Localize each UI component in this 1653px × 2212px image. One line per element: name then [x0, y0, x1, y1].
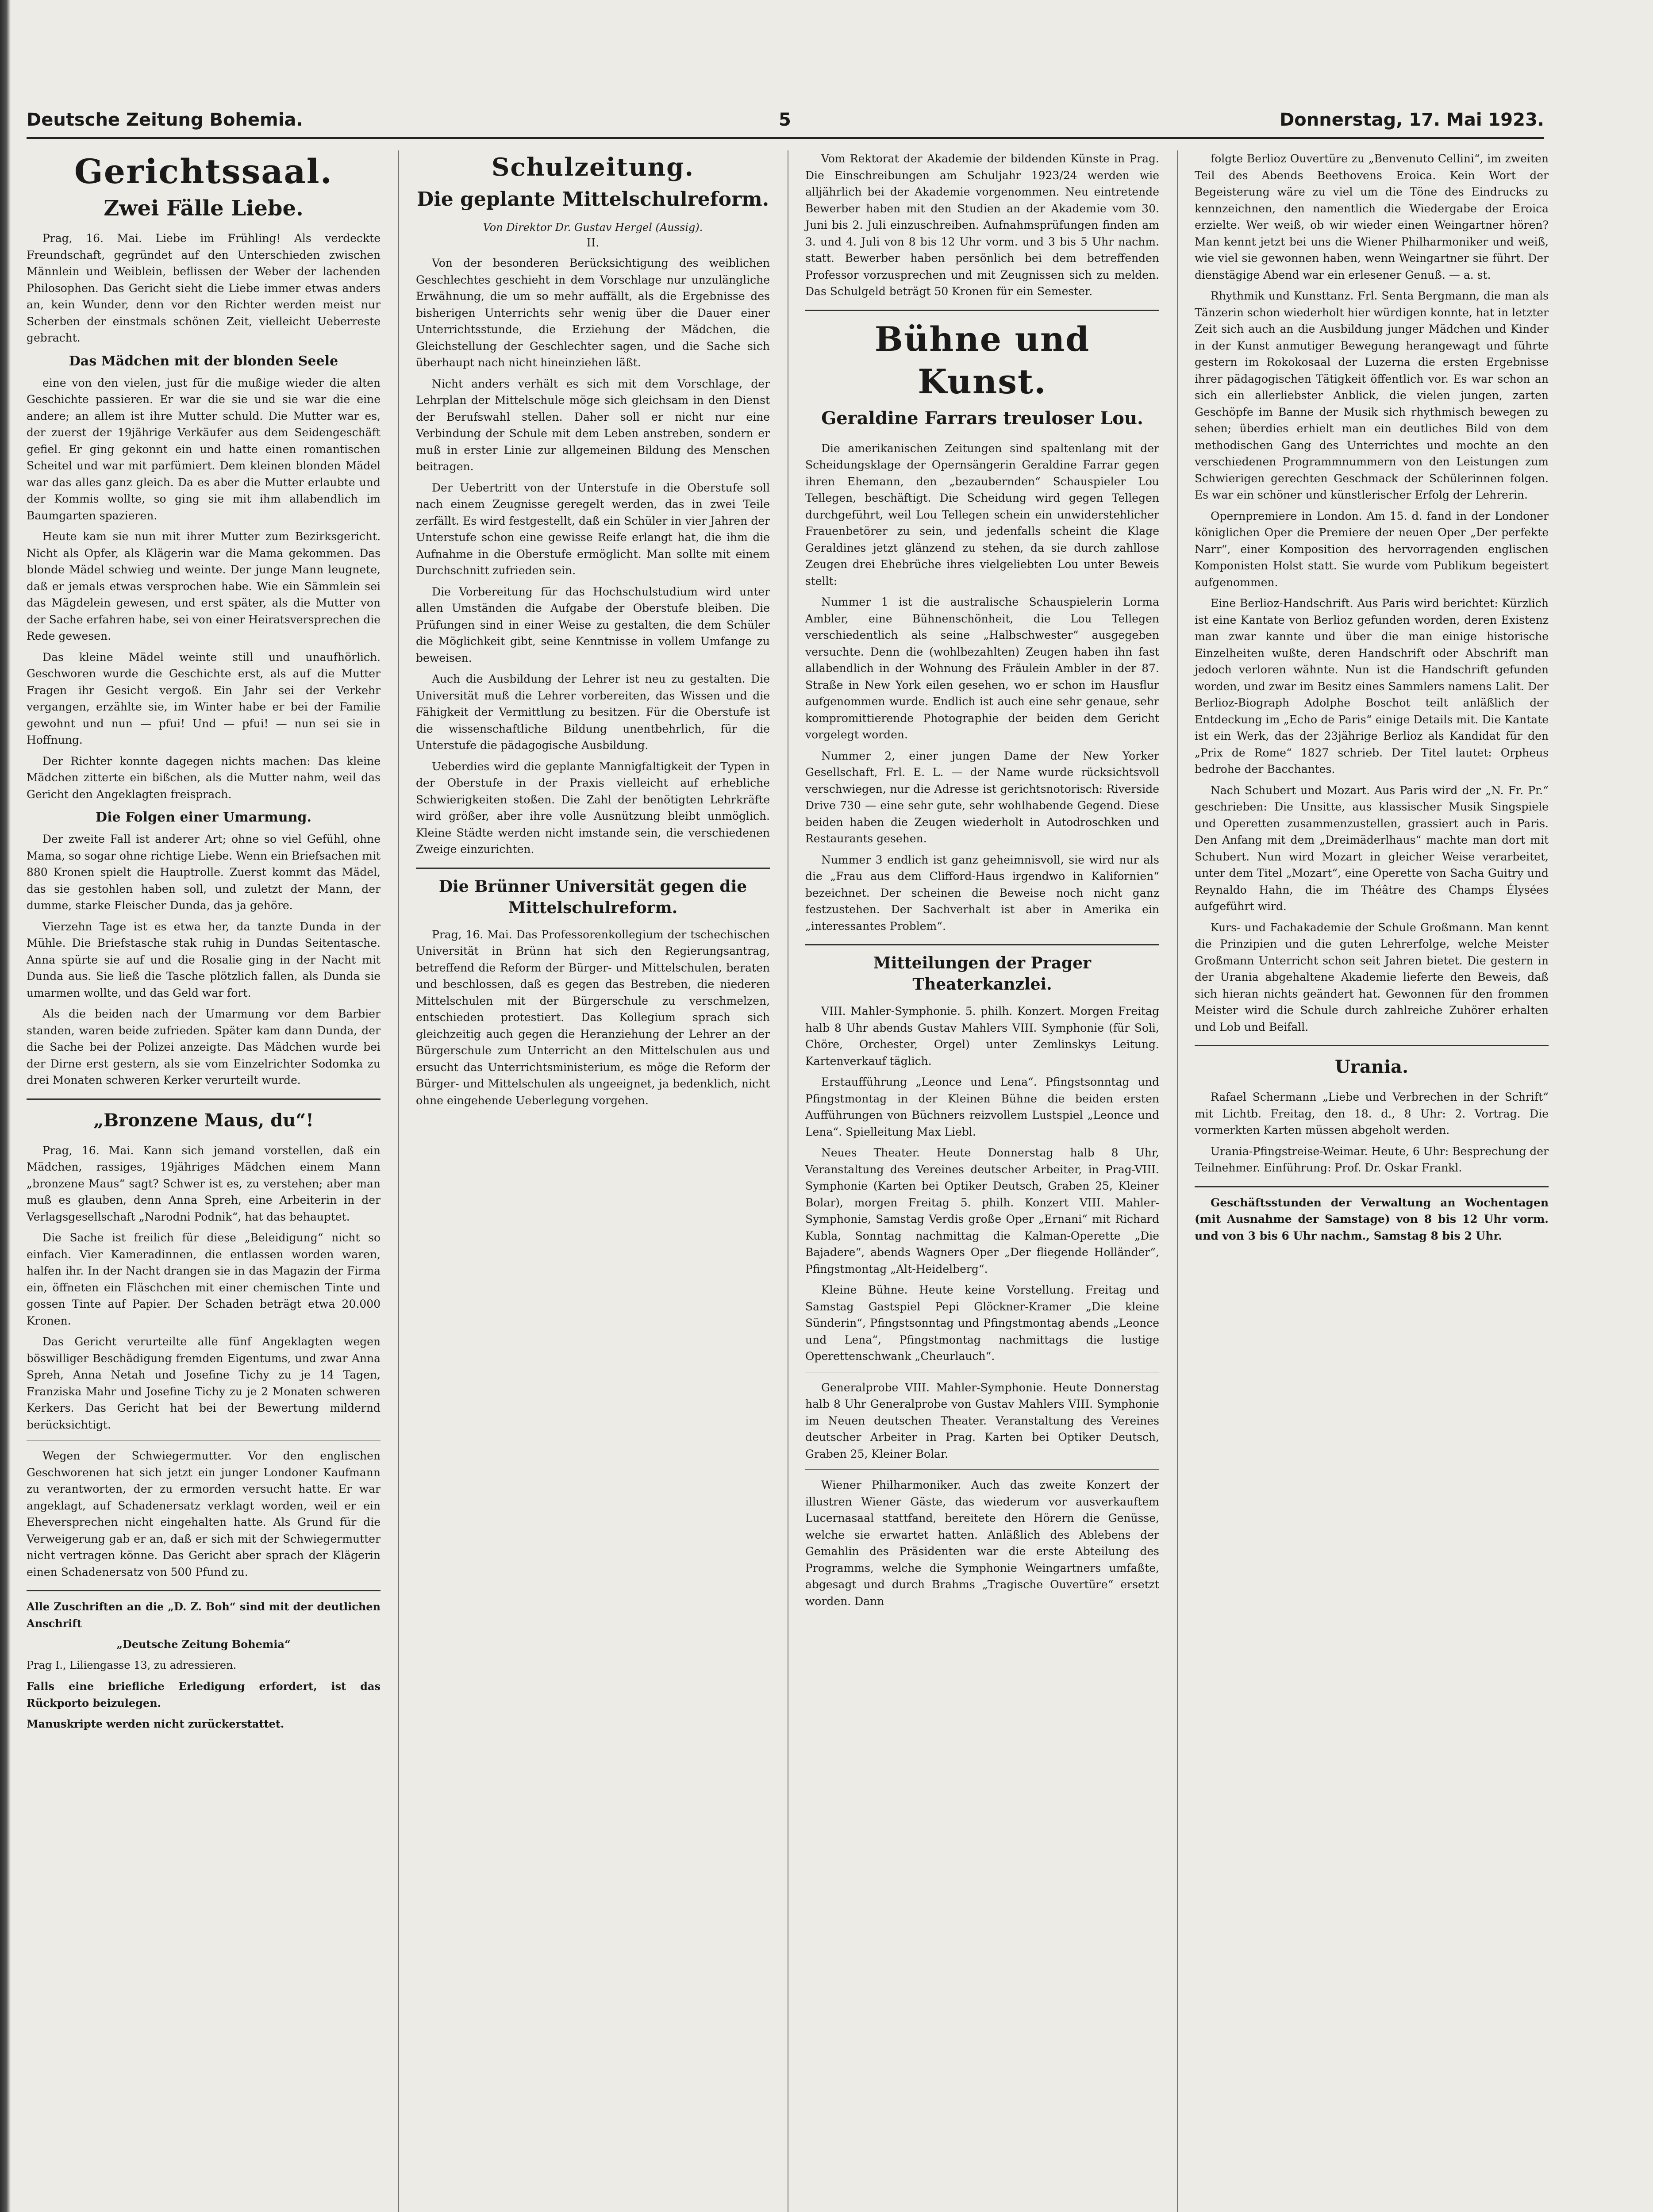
section-title-court: Gerichtssaal. [74, 152, 333, 191]
notice-text: Alle Zuschriften an die „D. Z. Boh“ sind mit der deutlichen Anschrift [27, 1600, 381, 1630]
article-paragraph: Rafael Schermann „Liebe und Verbrechen in der Schrift“ mit Lichtb. Freitag, den 18. d., 8 Uhr: 2. Vortrag. Die vormerkten Karten müssen abgeholt werden. [1195, 1091, 1549, 1137]
article-paragraph: Das Gericht verurteilte alle fünf Angeklagten wegen böswilliger Beschädigung fremden Eigentums, und zwar Anna Spreh, Anna Netah und Josefine Tichy zu je 14 Tagen, Franziska Mahr und Josefine Tichy zu je 2 Monaten schweren Kerkers. Das Gericht hat bei der Bewertung mildernd berücksichtigt. [27, 1335, 381, 1431]
article-paragraph: Nach Schubert und Mozart. Aus Paris wird der „N. Fr. Pr.“ geschrieben: Die Unsitte, aus klassischer Musik Singspiele und Operetten zusammenzustellen, grassiert auch in Paris. Den Anfang mit dem „Dreimäderlhaus“ machte man dort mit Schubert. Nun wird Mozart in gleicher Weise verarbeitet, unter dem Titel „Mozart“, eine Operette von Sacha Guitry und Reynaldo Hahn, die im Théâtre des Champs Élysées aufgeführt wird. [1195, 783, 1549, 913]
article-headline: Geraldine Farrars treuloser Lou. [821, 407, 1143, 429]
article-paragraph: Von der besonderen Berücksichtigung des weiblichen Geschlechtes geschieht in dem Vorschlage nur unzulängliche Erwähnung, die um so mehr auffällt, als die Ergebnisse des bisherigen Unterrichts sehr wenig über die Dauer einer Unterrichtsstunde, die Erziehung der Mädchen, die Gleichstellung der Geschlechter sagen, und die Sache sich überhaupt nach nicht hineinziehen läßt. [416, 257, 770, 369]
column-stage [805, 150, 1159, 1614]
article-paragraph: Nicht anders verhält es sich mit dem Vorschlage, der Lehrplan der Mittelschule möge sich gleichsam in den Dienst der Berufswahl stellen. Daher soll er nicht nur eine Verbindung der Schule mit dem Leben anstreben, sondern er muß in erster Linie zur allgemeinen Bildung des Menschen beitragen. [416, 377, 770, 473]
article-part: II. [586, 236, 600, 250]
article-paragraph: folgte Berlioz Ouvertüre zu „Benvenuto Cellini“, im zweiten Teil des Abends Beethovens Eroica. Kein Wort der Begeisterung wäre zu viel um die Töne des Eindrucks zu kennzeichnen, den namentlich die Wiedergabe der Eroica erzielte. Wer weiß, ob wir wieder einen Weingartner hören? Man kennt jetzt bei uns die Wiener Philharmoniker und weiß, wie viel sie gewonnen haben, wenn Weingartner sie führt. Der dienstägige Abend war ein erlesener Genuß. — a. st. [1195, 152, 1549, 281]
divider [27, 1590, 381, 1591]
article-paragraph: Eine Berlioz-Handschrift. Aus Paris wird berichtet: Kürzlich ist eine Kantate von Berlioz gefunden worden, deren Existenz man zwar kannte und über die man einige historische Einzelheiten wußte, deren Handschrift oder Abschrift man jedoch verloren wähnte. Nun ist die Handschrift gefunden worden, und zwar im Besitz eines Sammlers namens Lalit. Der Berlioz-Biograph Adolphe Boschot teilt anläßlich der Entdeckung im „Echo de Paris“ einige Details mit. Die Kantate ist ein Werk, das der 23jährige Berlioz als Kandidat für den „Prix de Rome“ 1827 schrieb. Der Titel lautet: Orpheus bedrohe der Bacchantes. [1195, 597, 1549, 776]
column-court [27, 150, 381, 1737]
section-title-stage: Bühne und Kunst. [874, 319, 1090, 401]
paper-name: Deutsche Zeitung Bohemia. [27, 110, 303, 130]
article-paragraph: Nummer 1 ist die australische Schauspielerin Lorma Ambler, eine Bühnenschönheit, die Lou Tellegen verschiedentlich als seine „Halbschwester“ ausgegeben versuchte. Denn die (wohlbezahlten) Zeugen haben ihn fast allabendlich in der Wohnung des Fräulein Ambler in der 87. Straße in New York eilen gesehen, wo er schon im Hausflur aufgenommen wurde. Endlich ist auch eine sehr genaue, sehr kompromittierende Photographie der beiden dem Gericht vorgelegt worden. [805, 595, 1159, 741]
article-paragraph: Die amerikanischen Zeitungen sind spaltenlang mit der Scheidungsklage der Opernsängerin Geraldine Farrar gegen ihren Ehemann, den „bezaubernden“ Schauspieler Lou Tellegen, beschäftigt. Die Scheidung wird gegen Tellegen durchgeführt, weil Lou Tellegen schein ein unwiderstehlicher Frauenbetörer zu sein, und jedenfalls scheint die Klage Geraldines jetzt glänzend zu stehen, da sie durch zahllose Zeugen drei Ehebrüche ihres vielgeliebten Lou unter Beweis stellt: [805, 442, 1159, 588]
article-headline: Die geplante Mittelschulreform. [416, 188, 769, 211]
article-paragraph: Der zweite Fall ist anderer Art; ohne so viel Gefühl, ohne Mama, so sogar ohne richtige Liebe. Wenn ein Briefsachen mit 880 Kronen spielt die Hauptrolle. Zuerst kommt das Mädel, das sie gestohlen haben soll, und zuletzt der Mann, der dumme, starke Fleischer Dunda, das ja gehöre. [27, 833, 381, 912]
divider [27, 1098, 381, 1100]
article-paragraph: Vierzehn Tage ist es etwa her, da tanzte Dunda in der Mühle. Die Briefstasche stak ruhig in Dundas Seitentasche. Anna spürte sie auf und die Rosalie ging in der Nacht mit Dunda aus. Sie ließ die Tasche plötzlich fallen, als Dunda sie umarmen wollte, und das Geld war fort. [27, 920, 381, 999]
article-paragraph: Neues Theater. Heute Donnerstag halb 8 Uhr, Veranstaltung des Vereines deutscher Arbeiter, in Prag-VIII. Symphonie (Karten bei Optiker Deutsch, Graben 25, Kleiner Bolar), morgen Freitag 5. philh. Konzert VIII. Mahler-Symphonie, Samstag Verdis große Oper „Ernani“ mit Richard Kubla, Sonntag nachmittag die Kalman-Operette „Die Bajadere“, abends Wagners Oper „Der fliegende Holländer“, Pfingstmontag „Alt-Heidelberg“. [805, 1146, 1159, 1275]
article-headline: Mitteilungen der Prager Theaterkanzlei. [873, 954, 1092, 994]
divider [1195, 1045, 1549, 1046]
article-paragraph: Nummer 3 endlich ist ganz geheimnisvoll, sie wird nur als die „Frau aus dem Clifford-Haus irgendwo in Kalifornien“ bezeichnet. Der scheinen die Beweise noch nicht ganz festzustehen. Der Sachverhalt ist aber in Amerika ein „interessantes Problem“. [805, 853, 1159, 933]
article-headline: „Bronzene Maus, du“! [93, 1110, 314, 1131]
divider [805, 310, 1159, 311]
page-header [27, 102, 1544, 139]
article-paragraph: Die Vorbereitung für das Hochschulstudium wird unter allen Umständen die Aufgabe der Oberstufe bleiben. Die Prüfungen sind in einer Weise zu gestalten, die dem Schüler die Möglichkeit gibt, seine Kenntnisse in vollem Umfange zu beweisen. [416, 585, 770, 664]
article-headline: Zwei Fälle Liebe. [104, 196, 304, 221]
divider [416, 868, 770, 869]
article-paragraph: Die Sache ist freilich für diese „Beleidigung“ nicht so einfach. Vier Kameradinnen, die entlassen worden waren, halfen ihr. In der Nacht drangen sie in das Magazin der Firma ein, öffneten ein Fläschchen mit einer chemischen Tinte und gossen Tinte auf Papier. Der Schaden beträgt etwa 20.000 Kronen. [27, 1231, 381, 1327]
article-paragraph: Wegen der Schwiegermutter. Vor den englischen Geschworenen hat sich jetzt ein junger Londoner Kaufmann zu verantworten, der zu ermorden versucht hatte. Er war angeklagt, auf Schadenersatz verklagt worden, weil er ein Eheversprechen nicht eingehalten hatte. Als Grund für die Verweigerung gab er an, daß er sich mit der Schwiegermutter nicht vertragen könne. Das Gericht aber sprach der Klägerin einen Schadenersatz von 500 Pfund zu. [27, 1449, 381, 1578]
notice-text: Falls eine briefliche Erledigung erfordert, ist das Rückporto beizulegen. [27, 1680, 381, 1709]
column-arts [1195, 150, 1549, 1248]
column-rule [398, 150, 399, 2212]
article-paragraph: Das kleine Mädel weinte still und unaufhörlich. Geschworen wurde die Geschichte erst, als auf die Mutter Fragen ihr Gesicht vergoß. Ein Jahr sei der Verkehr vergangen, erzählte sie, im Winter habe er bei der Familie gewohnt und nun — pfui! Und — pfui! — nun sei sie in Hoffnung. [27, 650, 381, 746]
article-paragraph: Kurs- und Fachakademie der Schule Großmann. Man kennt die Prinzipien und die guten Lehrerfolge, welche Meister Großmann Unterricht schon seit Jahren bietet. Die gestern in der Urania abgehaltene Akademie lieferte den Beweis, daß sich hieran nichts geändert hat. Gewonnen für den frommen Meister wird die Schule durch zahlreiche Zuhörer erhalten und Lob und Beifall. [1195, 921, 1549, 1033]
page-number: 5 [779, 110, 791, 130]
article-paragraph: Nummer 2, einer jungen Dame der New Yorker Gesellschaft, Frl. E. L. — der Name wurde rücksichtsvoll verschwiegen, nur die Adresse ist gerichtsnotorisch: Riverside Drive 730 — eine sehr gute, sehr wohlhabende Gegend. Diese beiden haben die Zeugen wiederholt in Autodroschken und Restaurants gesehen. [805, 749, 1159, 845]
divider [1195, 1186, 1549, 1187]
article-headline: Urania. [1335, 1056, 1408, 1077]
column-school [416, 150, 770, 1113]
article-paragraph: Geschäftsstunden der Verwaltung an Wochentagen (mit Ausnahme der Samstage) von 8 bis 12 Uhr vorm. und von 3 bis 6 Uhr nachm., Samstag 8 bis 2 Uhr. [1195, 1196, 1549, 1242]
article-paragraph: eine von den vielen, just für die mußige wieder die alten Geschichte passieren. Er war die sie und sie war die eine andere; an allem ist ihre Mutter schuld. Die Mutter war es, der zuerst der 19jährige Verkäufer aus dem Seidengeschäft gefiel. Er ging gekonnt ein und hatte einen romantischen Scheitel und war mit parfümiert. Dem kleinen blonden Mädel war das alles ganz gleich. Da es aber die Mutter erlaubte und der Kommis wollte, so ging sie mit ihm allabendlich im Baumgarten spazieren. [27, 376, 381, 522]
issue-date: Donnerstag, 17. Mai 1923. [1280, 110, 1544, 130]
article-paragraph: Kleine Bühne. Heute keine Vorstellung. Freitag und Samstag Gastspiel Pepi Glöckner-Kramer „Die kleine Sünderin“, Pfingstsonntag und Pfingstmontag abends „Leonce und Lena“, Pfingstmontag nachmittags die lustige Operettenschwank „Cheurlauch“. [805, 1283, 1159, 1363]
article-paragraph: Vom Rektorat der Akademie der bildenden Künste in Prag. Die Einschreibungen am Schuljahr 1923/24 werden wie alljährlich bei der Akademie vorgenommen. Neu eintretende Bewerber haben mit den Studien an der Akademie vom 30. Juni bis 2. Juli einzuschreiben. Aufnahmsprüfungen finden am 3. und 4. Juli von 8 bis 12 Uhr vorm. und 3 bis 5 Uhr nachm. statt. Bewerber haben persönlich bei dem betreffenden Professor vorzusprechen und mit Zeugnissen sich zu melden. Das Schulgeld beträgt 50 Kronen für ein Semester. [805, 152, 1159, 298]
article-paragraph: Ueberdies wird die geplante Mannigfaltigkeit der Typen in der Oberstufe in der Praxis vielleicht auf erhebliche Schwierigkeiten stoßen. Die Zahl der benötigten Lehrkräfte wird größer, aber ihre volle Ausnützung bleibt unmöglich. Kleine Städte werden nicht imstande sein, die verschiedenen Zweige einzurichten. [416, 760, 770, 856]
notice-text: Manuskripte werden nicht zurückerstattet. [27, 1717, 284, 1730]
article-byline: Von Direktor Dr. Gustav Hergel (Aussig). [483, 221, 703, 234]
article-paragraph: Opernpremiere in London. Am 15. d. fand in der Londoner königlichen Oper die Premiere der neuen Oper „Der perfekte Narr“, einer Komposition des hervorragenden englischen Komponisten Holst statt. Sie wurde vom Publikum begeistert aufgenommen. [1195, 509, 1549, 589]
article-subhead: Die Folgen einer Umarmung. [96, 810, 311, 825]
article-paragraph: Auch die Ausbildung der Lehrer ist neu zu gestalten. Die Universität muß die Lehrer vorbereiten, das Wissen und die Fähigkeit der Vermittlung zu besitzen. Für die Oberstufe ist die wissenschaftliche Bildung unentbehrlich, für die Unterstufe die pädagogische Ausbildung. [416, 672, 770, 752]
article-paragraph: Als die beiden nach der Umarmung vor dem Barbier standen, waren beide zufrieden. Später kam dann Dunda, der die Sache bei der Polizei anzeigte. Das Mädchen wurde bei der Dirne erst gestern, als sie vom Einzelrichter Sodomka zu drei Monaten schweren Kerker verurteilt wurde. [27, 1007, 381, 1087]
scan-edge [0, 0, 11, 2212]
article-paragraph: Der Richter konnte dagegen nichts machen: Das kleine Mädchen zitterte ein bißchen, als die Mutter nahm, weil das Gericht den Angeklagten freisprach. [27, 754, 381, 801]
article-paragraph: Prag, 16. Mai. Das Professorenkollegium der tschechischen Universität in Brünn hat sich den Regierungsantrag, betreffend die Reform der Bürger- und Mittelschulen, beraten und beschlossen, daß es gegen das Bestreben, die niederen Mittelschulen mit der Bürgerschule zu verschmelzen, entschieden protestiert. Das Kollegium sprach sich gleichzeitig auch gegen die Heranziehung der Lehrer an der Bürgerschule zum Unterricht an den Mittelschulen aus und ersucht das Unterrichtsministerium, es möge die Reform der Bürger- und Mittelschulen als ungeeignet, ja bedenklich, nicht ohne eingehende Ueberlegung vorgehen. [416, 928, 770, 1107]
article-paragraph: Generalprobe VIII. Mahler-Symphonie. Heute Donnerstag halb 8 Uhr Generalprobe von Gustav Mahlers VIII. Symphonie im Neuen deutschen Theater. Veranstaltung des Vereines deutscher Arbeiter in Prag. Karten bei Optiker Deutsch, Graben 25, Kleiner Bolar. [805, 1381, 1159, 1460]
notice-text: Prag I., Liliengasse 13, zu adressieren. [27, 1659, 237, 1671]
article-paragraph: Erstaufführung „Leonce und Lena“. Pfingstsonntag und Pfingstmontag in der Kleinen Bühne die beiden ersten Aufführungen von Büchners reizvollem Lustspiel „Leonce und Lena“. Spielleitung Max Liebl. [805, 1075, 1159, 1138]
article-paragraph: Rhythmik und Kunsttanz. Frl. Senta Bergmann, die man als Tänzerin schon wiederholt hier würdigen konnte, hat in letzter Zeit sich auch an die Ausbildung junger Mädchen und Kinder in der Kunst anmutiger Bewegung herangewagt und führte gestern im Rokokosaal der Luzerna die ersten Ergebnisse ihrer pädagogischen Tätigkeit öffentlich vor. Es war schon an sich ein allerliebster Anblick, die vielen jungen, zarten Geschöpfe im Banne der Musik sich rhythmisch bewegen zu sehen; überdies erhielt man ein deutliches Bild von dem methodischen Gang des Unterrichtes und mochte an den verschiedenen Programmnummern von den Leistungen zum Schwierigen gerechten Geschmack der Schülerinnen folgen. Es war ein schöner und künstlerischer Erfolg der Lehrerin. [1195, 289, 1549, 501]
article-paragraph: Prag, 16. Mai. Kann sich jemand vorstellen, daß ein Mädchen, rassiges, 19jähriges Mädchen einem Mann „bronzene Maus“ sagt? Schwer ist es, zu verstehen; aber man muß es glauben, denn Anna Spreh, eine Arbeiterin in der Verlagsgesellschaft „Narodni Podnik“, hat das behauptet. [27, 1144, 381, 1223]
article-paragraph: Heute kam sie nun mit ihrer Mutter zum Bezirksgericht. Nicht als Opfer, als Klägerin war die Mama gekommen. Das blonde Mädel schwieg und weinte. Der junge Mann leugnete, daß er jemals etwas versprochen habe. Wie ein Sämmlein sei das Mägdelein gewesen, und erst später, als die Mutter von der Sache erfahren habe, sei von einer Heiratsversprechen die Rede gewesen. [27, 530, 381, 642]
article-paragraph: VIII. Mahler-Symphonie. 5. philh. Konzert. Morgen Freitag halb 8 Uhr abends Gustav Mahlers VIII. Symphonie (für Soli, Chöre, Orchester, Orgel) unter Zemlinskys Leitung. Kartenverkauf täglich. [805, 1005, 1159, 1068]
article-paragraph: Prag, 16. Mai. Liebe im Frühling! Als verdeckte Freundschaft, gegründet auf den Unterschieden zwischen Männlein und Weiblein, beflissen der Weber der lachenden Philosophen. Das Gericht sieht die Liebe immer etwas anders an, kein Wunder, denn vor den Richter werden meist nur Scherben der einstmals schönen Zeit, vielleicht Ueberreste gebracht. [27, 232, 381, 344]
notice-text: „Deutsche Zeitung Bohemia“ [116, 1638, 291, 1651]
section-title-school: Schulzeitung. [492, 153, 694, 182]
column-rule [1177, 150, 1178, 2212]
article-subhead: Das Mädchen mit der blonden Seele [69, 353, 338, 369]
divider [805, 944, 1159, 945]
article-paragraph: Der Uebertritt von der Unterstufe in die Oberstufe soll nach einem Zeugnisse geregelt werden, das in zwei Teile zerfällt. Es wird festgestellt, daß ein Schüler in vier Jahren der Unterstufe schon eine gewisse Reife erlangt hat, die ihm die Aufnahme in die Oberstufe ermöglicht. Man sollte mit einem Durchschnitt zufrieden sein. [416, 481, 770, 577]
divider [805, 1469, 1159, 1470]
article-paragraph: Wiener Philharmoniker. Auch das zweite Konzert der illustren Wiener Gäste, das wiederum vor ausverkauftem Lucernasaal stattfand, bereitete den Hörern die Genüsse, welche sie erwartet hatten. Anläßlich des Ablebens der Gemahlin des Präsidenten war die erste Abteilung des Programms, welche die Symphonie Weingartners umfaßte, abgesagt und durch Brahms „Tragische Ouvertüre“ ersetzt worden. Dann [805, 1479, 1159, 1608]
article-headline: Die Brünner Universität gegen die Mittelschulreform. [438, 877, 747, 917]
article-paragraph: Urania-Pfingstreise-Weimar. Heute, 6 Uhr: Besprechung der Teilnehmer. Einführung: Prof. Dr. Oskar Frankl. [1195, 1144, 1549, 1174]
